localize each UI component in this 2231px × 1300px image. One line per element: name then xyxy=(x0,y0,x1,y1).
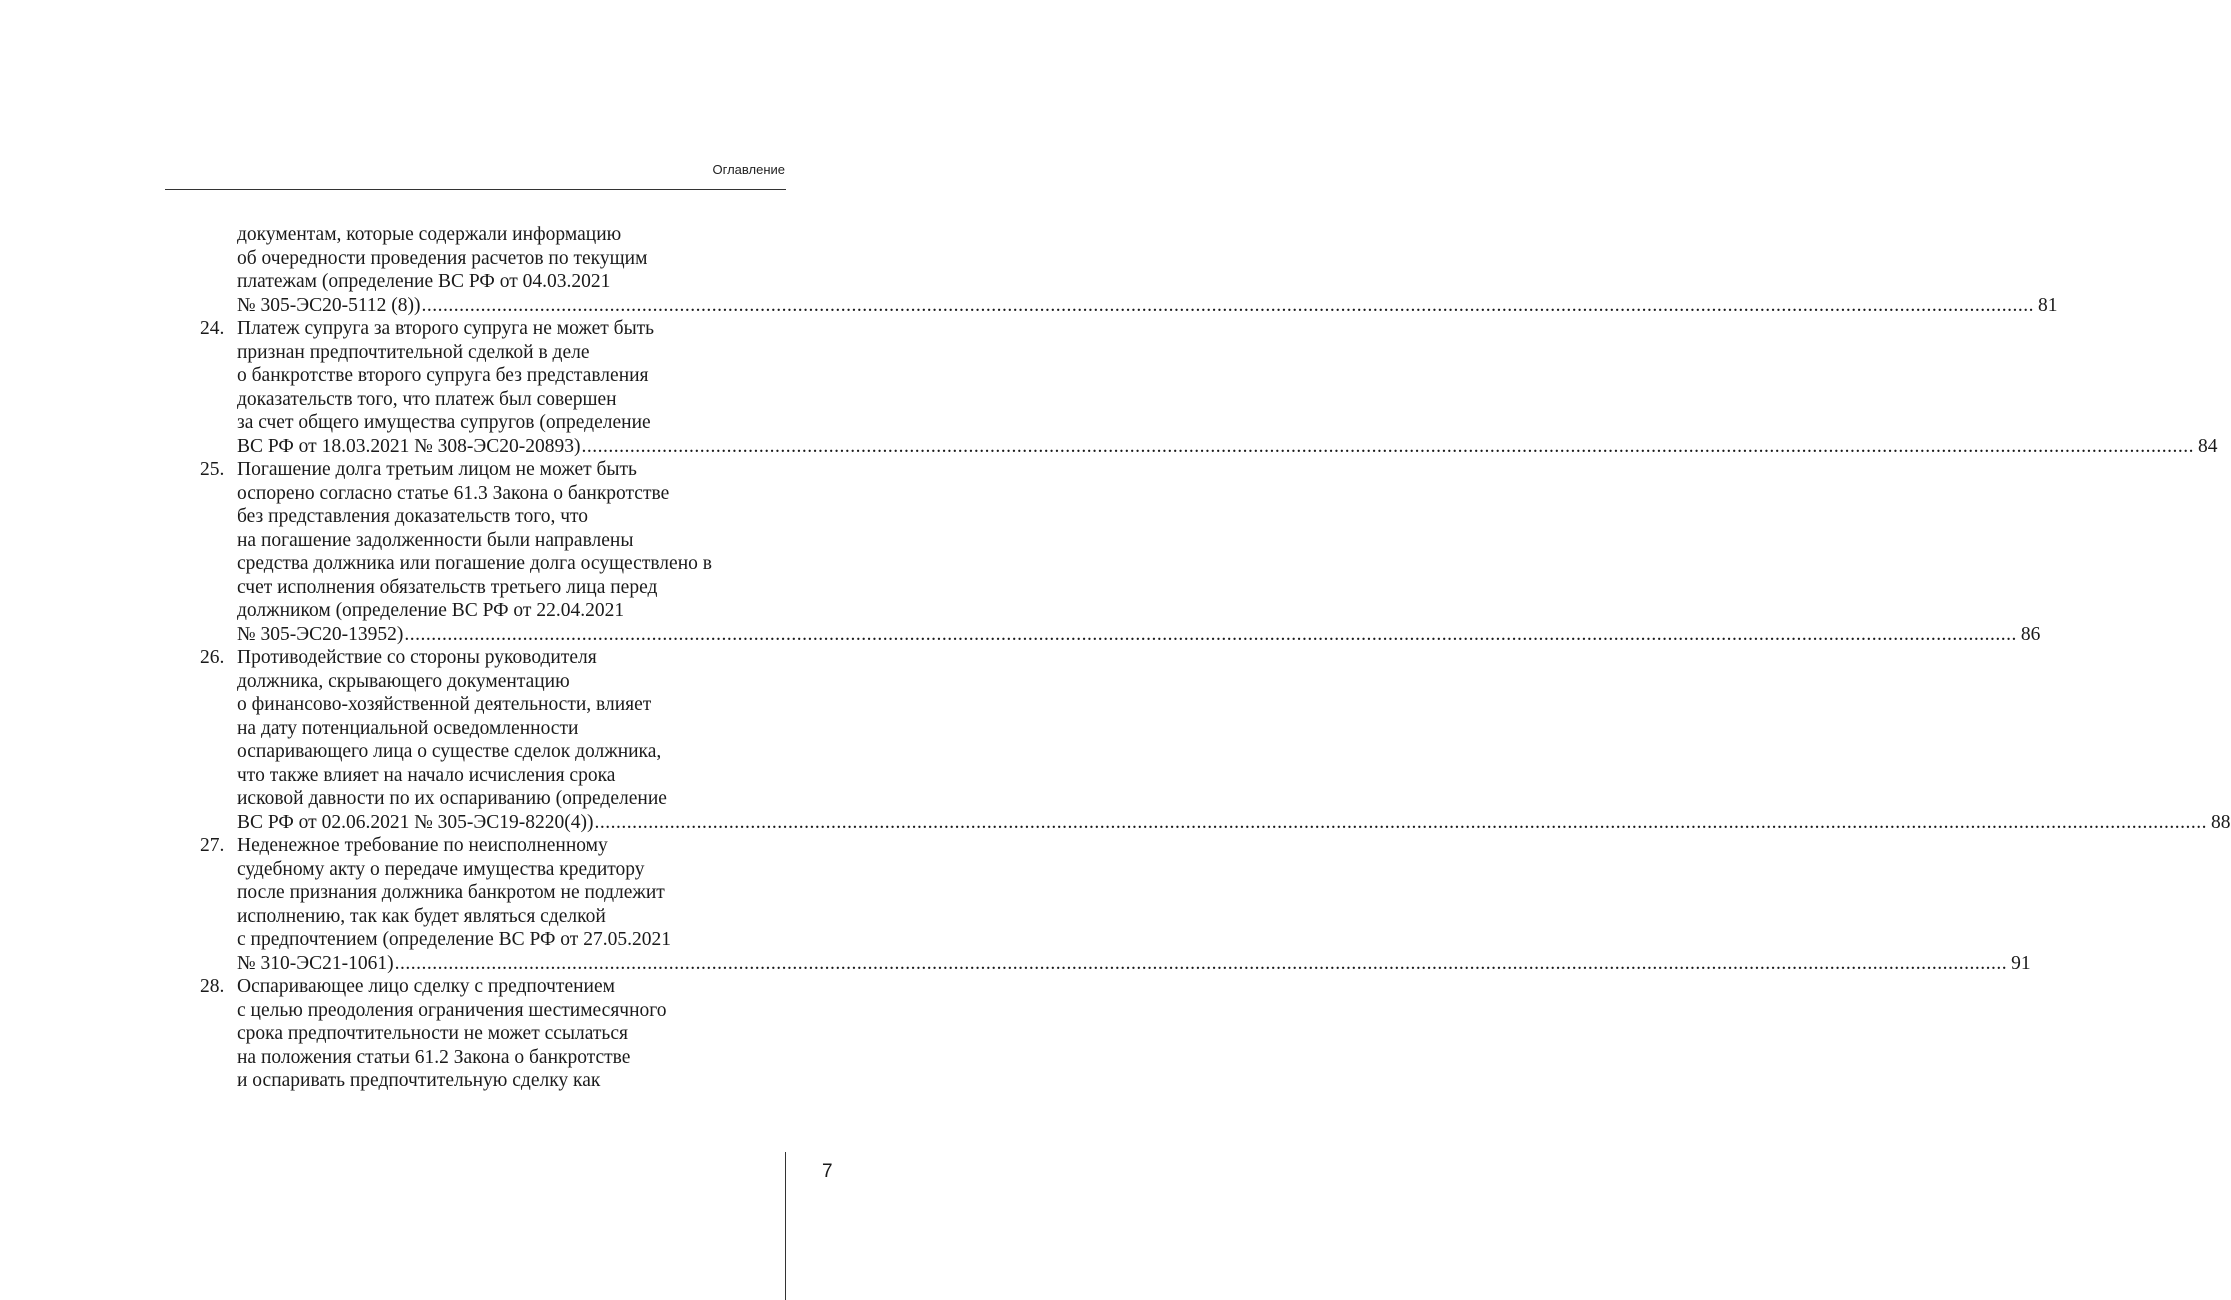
toc-entry-number: 26. xyxy=(200,647,225,668)
toc-entry-line xyxy=(200,717,786,741)
toc-entry xyxy=(200,834,2031,975)
toc-entry-text: должником (определение ВС РФ от 22.04.2021 xyxy=(237,600,625,621)
toc-entry-text: об очередности проведения расчетов по текущим xyxy=(237,247,648,269)
toc-entry-number: 28. xyxy=(200,976,225,997)
toc-entry-text: доказательств того, что платеж был совершен xyxy=(237,388,617,410)
toc-entry-text: № 310-ЭС21-1061) xyxy=(237,952,394,974)
toc-entry-text: с целью преодоления ограничения шестимесячного xyxy=(237,999,667,1021)
toc-entry-line xyxy=(200,458,786,482)
toc-entry-line xyxy=(200,1046,786,1070)
toc-entry-line xyxy=(200,247,786,271)
toc-entry xyxy=(200,975,786,1093)
toc-entry xyxy=(200,458,2041,646)
toc-entry-text: исполнению, так как будет являться сделкой xyxy=(237,905,606,927)
toc-entry-page[interactable]: 91 xyxy=(2011,952,2031,974)
toc-entry-line xyxy=(200,764,786,788)
toc-entry-line xyxy=(200,858,786,882)
toc-entry-text: № 305-ЭС20-13952) xyxy=(237,623,404,645)
toc-entry-line xyxy=(200,693,786,717)
toc-entry-text: на положения статьи 61.2 Закона о банкротстве xyxy=(237,1046,631,1068)
toc-entry-text: Оспаривающее лицо сделку с предпочтением xyxy=(237,976,615,997)
toc-entry-text: срока предпочтительности не может ссылаться xyxy=(237,1023,628,1044)
toc-entry-line xyxy=(200,529,786,553)
dot-leader: ............................................................................................................................................................................................................................................................................................................ xyxy=(421,294,2034,316)
toc-entry-leader-line xyxy=(237,811,2231,835)
toc-entry-line xyxy=(200,975,786,999)
dot-leader: ............................................................................................................................................................................................................................................................................................................ xyxy=(594,811,2208,833)
folio-rule xyxy=(785,1152,786,1300)
toc-entry-leader-line xyxy=(237,952,2031,976)
toc-entry-number: 25. xyxy=(200,459,225,480)
toc-entry-text: ВС РФ от 02.06.2021 № 305-ЭС19-8220(4)) xyxy=(237,811,594,833)
toc-entry-page[interactable]: 88 xyxy=(2211,811,2231,833)
toc-entry-line xyxy=(200,552,786,576)
toc-entry-line xyxy=(200,787,786,811)
toc-entry-line xyxy=(200,317,786,341)
dot-leader: ............................................................................................................................................................................................................................................................................................................ xyxy=(404,623,2017,645)
toc-entry-text: о финансово-хозяйственной деятельности, влияет xyxy=(237,694,652,715)
toc-entry-line xyxy=(200,599,786,623)
toc-entry-text: счет исполнения обязательств третьего лица перед xyxy=(237,576,658,598)
toc-entry-line xyxy=(200,388,786,412)
toc-entry-text: оспорено согласно статье 61.3 Закона о банкротстве xyxy=(237,482,670,504)
toc-entry-page[interactable]: 81 xyxy=(2037,294,2058,316)
toc-entry-line xyxy=(200,834,786,858)
toc-entry-text: оспаривающего лица о существе сделок должника, xyxy=(237,741,662,762)
toc-entry-text: с предпочтением (определение ВС РФ от 27.05.2021 xyxy=(237,929,671,950)
toc-entry-line xyxy=(200,928,786,952)
toc-entry-text: ВС РФ от 18.03.2021 № 308-ЭС20-20893) xyxy=(237,435,581,457)
toc-entry-leader-line xyxy=(237,294,2058,318)
toc-entry-page[interactable]: 86 xyxy=(2020,623,2041,645)
toc-entry-line xyxy=(200,294,2058,318)
toc-entry-text: должника, скрывающего документацию xyxy=(237,670,570,692)
toc-entry-text: судебному акту о передаче имущества кредитору xyxy=(237,858,645,880)
toc-entry-number: 27. xyxy=(200,835,225,856)
toc-entry-line xyxy=(200,999,786,1023)
toc-entry-leader-line xyxy=(237,435,2218,459)
toc-entry-line xyxy=(200,646,786,670)
toc-entry-line xyxy=(200,1069,786,1093)
toc-entry-line xyxy=(200,411,786,435)
toc-entry-text: средства должника или погашение долга осуществлено в xyxy=(237,553,712,574)
toc-entry-text: платежам (определение ВС РФ от 04.03.2021 xyxy=(237,271,611,292)
toc-entry-text: за счет общего имущества супругов (определение xyxy=(237,412,651,433)
toc-entry-line xyxy=(200,364,786,388)
page-number: 7 xyxy=(822,1161,833,1182)
dot-leader: ............................................................................................................................................................................................................................................................................................................ xyxy=(581,435,2195,457)
toc-entry-text: Платеж супруга за второго супруга не может быть xyxy=(237,318,655,339)
toc-entry-text: без представления доказательств того, что xyxy=(237,506,589,527)
toc-entry-line xyxy=(200,811,2231,835)
toc-entry-text: на дату потенциальной осведомленности xyxy=(237,717,579,739)
dot-leader: ............................................................................................................................................................................................................................................................................................................ xyxy=(394,952,2008,974)
toc-entry-text: № 305-ЭС20-5112 (8)) xyxy=(237,294,421,316)
toc-entry-line xyxy=(200,670,786,694)
toc-entry-text: Неденежное требование по неисполненному xyxy=(237,835,608,856)
toc-entry-text: Противодействие со стороны руководителя xyxy=(237,647,597,668)
toc-entry-line xyxy=(200,881,786,905)
toc-entry-line xyxy=(200,576,786,600)
table-of-contents xyxy=(200,223,2231,1093)
header-rule xyxy=(165,189,786,190)
toc-entry-line xyxy=(200,905,786,929)
toc-entry-text: о банкротстве второго супруга без представления xyxy=(237,365,649,386)
toc-entry-line xyxy=(200,482,786,506)
toc-entry-line xyxy=(200,223,786,247)
toc-entry-text: что также влияет на начало исчисления срока xyxy=(237,764,616,786)
toc-entry xyxy=(200,317,2218,458)
toc-entry-line xyxy=(200,1022,786,1046)
toc-entry xyxy=(200,223,2058,317)
toc-entry-line xyxy=(200,505,786,529)
toc-entry-text: признан предпочтительной сделкой в деле xyxy=(237,341,590,363)
toc-entry-line xyxy=(200,952,2031,976)
toc-entry-text: исковой давности по их оспариванию (определение xyxy=(237,788,667,809)
toc-entry-line xyxy=(200,341,786,365)
toc-entry xyxy=(200,646,2231,834)
toc-entry-line xyxy=(200,623,2041,647)
toc-entry-text: на погашение задолженности были направлены xyxy=(237,529,634,551)
toc-entry-line xyxy=(200,740,786,764)
toc-entry-leader-line xyxy=(237,623,2041,647)
toc-entry-text: после признания должника банкротом не подлежит xyxy=(237,882,665,903)
toc-entry-text: документам, которые содержали информацию xyxy=(237,224,622,245)
running-head-title: Оглавление xyxy=(712,162,785,177)
toc-entry-line xyxy=(200,270,786,294)
toc-entry-number: 24. xyxy=(200,318,225,339)
toc-entry-text: Погашение долга третьим лицом не может быть xyxy=(237,459,637,480)
toc-entry-line xyxy=(200,435,2218,459)
toc-entry-page[interactable]: 84 xyxy=(2198,435,2218,457)
toc-entry-text: и оспаривать предпочтительную сделку как xyxy=(237,1070,601,1091)
